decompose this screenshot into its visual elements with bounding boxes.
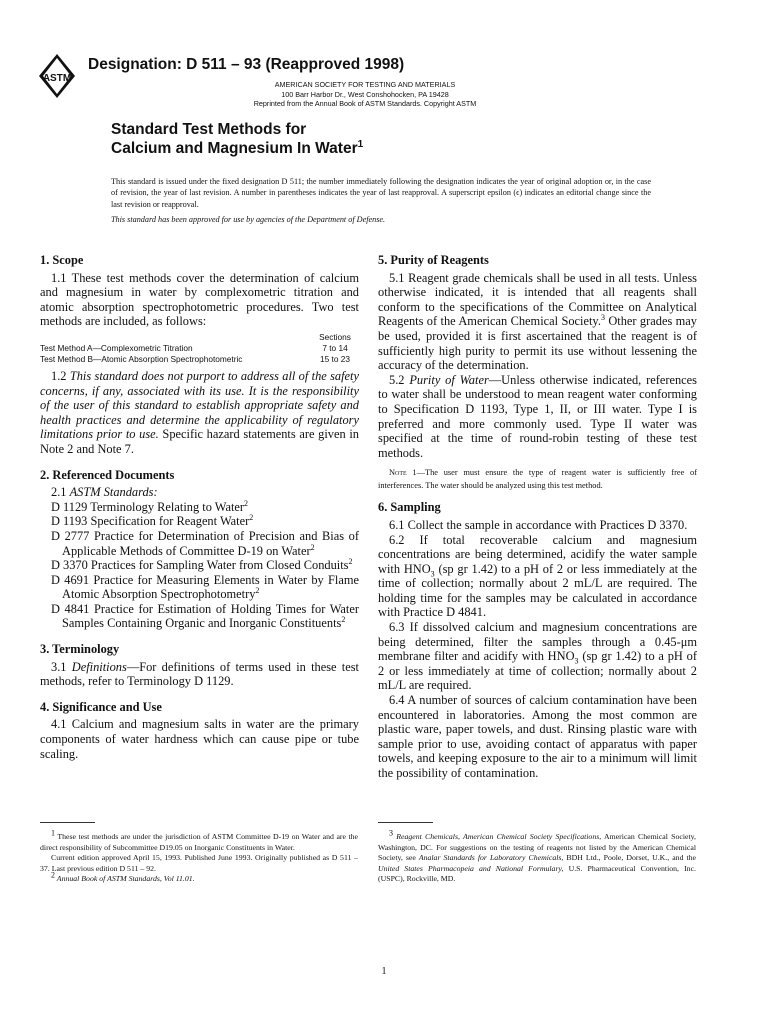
title-line2: Calcium and Magnesium In Water: [111, 140, 358, 157]
reference-item: D 4841 Practice for Estimation of Holding Times for Water Samples Containing Organic and Inorganic Constituents$^2$: [51, 601, 359, 631]
para-number: 1.2: [51, 368, 67, 383]
reference-item: D 2777 Practice for Determination of Precision and Bias of Applicable Methods of Committee D-19 on Water$^2$: [51, 528, 359, 558]
section-heading-terminology: 3. Terminology: [40, 642, 120, 657]
footnote-2: $^2$ Annual Book of ASTM Standards, Vol 11.01.: [51, 870, 195, 884]
section-heading-purity: 5. Purity of Reagents: [378, 253, 489, 267]
method-sections: 7 to 14: [322, 342, 348, 353]
para-number: 3.1: [51, 659, 67, 674]
title-line1: Standard Test Methods for: [111, 121, 307, 138]
sampling-paragraph-4: 6.4 A number of sources of calcium contamination have been encountered in laboratories. Among the most common are plastic ware, paper towels, and dust. Rinsing plastic ware with sample prior to use, avoiding contact of apparatus with paper towels, and keeping exposure to the air to a minimum will limit the possibility of contamination.: [378, 693, 697, 780]
term-label: Definitions: [71, 659, 127, 674]
scope-paragraph-1: 1.1 These test methods cover the determination of calcium and magnesium in water by complexometric titration and atomic absorption spectrophotometric procedures. Two test methods are included, as follows:: [40, 270, 359, 329]
approval-notice: This standard has been approved for use by agencies of the Department of Defense.: [111, 215, 386, 224]
footnotes-right: [378, 828, 697, 885]
footnote-3: $^3$ Reagent Chemicals, American Chemical Society Specifications, American Chemical Society, Washington, DC. For suggestions on the testing of reagents not listed by the American Chemical Society, see Analar Standards for Laboratory Chemicals, BDH Ltd., Poole, Dorset, U.K., and the United States Pharmacopeia and National Formulary, U.S. Pharmaceutical Convention, Inc. (USPC), Rockville, MD.: [378, 828, 697, 884]
section-heading-referenced: 2. Referenced Documents: [40, 467, 175, 482]
sampling-paragraph-2: 6.2 If total recoverable calcium and magnesium concentrations are being determined, acidify the water sample with $HNO_3$ (sp gr 1.42) to a pH of 2 or less immediately at the time of collection; normally about 2 mL/L are required. The holding time for the samples may be calculated in accordance with Practice D 4841.: [378, 532, 697, 620]
designation-notice: This standard is issued under the fixed designation D 511; the number immediately following the designation indicates the year of original adoption or, in the case of revision, the year of last revision. A number in parentheses indicates the year of last reapproval. A superscript epsilon (ϵ) indicates an editorial change since the last revision or reapproval.: [111, 177, 651, 209]
note-1: [378, 466, 697, 492]
right-column: [378, 253, 697, 781]
designation: Designation: D 511 – 93 (Reapproved 1998): [88, 56, 405, 73]
footnote-rule: [378, 822, 433, 823]
footnotes-left: [40, 828, 358, 885]
purity-paragraph-1: 5.1 Reagent grade chemicals shall be used in all tests. Unless otherwise indicated, it is intended that all reagents shall conform to the specifications of the Committee on Analytical Reagents of the American Chemical Society.$^3$ Other grades may be used, provided it is first ascertained that the reagent is of sufficiently high purity to permit its use without lessening the accuracy of the determination.: [378, 270, 697, 373]
footnote-1: $^1$ These test methods are under the jurisdiction of ASTM Committee D-19 on Water and are the direct responsibility of Subcommittee D19.05 on Inorganic Constituents in Water.: [40, 828, 358, 852]
terminology-paragraph: [40, 660, 359, 689]
section-heading-significance: 4. Significance and Use: [40, 699, 162, 714]
sampling-paragraph-1: 6.1 Collect the sample in accordance with Practices D 3370.: [389, 517, 688, 532]
methods-table: [40, 332, 359, 365]
purity-paragraph-2: 5.2 Purity of Water—Unless otherwise indicated, references to water shall be understood to mean reagent water conforming to Specification D 1193, Type 1, II, or III water. Type I is preferred and more commonly used. Type II water was specified at the time of round-robin testing of these test methods.: [378, 372, 697, 460]
publisher-line: AMERICAN SOCIETY FOR TESTING AND MATERIALS: [274, 80, 456, 89]
page-number: 1: [381, 966, 387, 977]
footnote-rule: [40, 822, 95, 823]
safety-caveat: This standard does not purport to address all of the safety concerns, if any, associated with its use. It is the responsibility of the user of this standard to establish appropriate safety and health practices and determine the applicability of regulatory limitations prior to use.: [40, 368, 359, 442]
reference-item: D 1193 Specification for Reagent Water$^2$: [51, 513, 254, 529]
section-heading-scope: 1. Scope: [40, 253, 84, 267]
astm-logo: [37, 52, 77, 100]
method-sections: 15 to 23: [320, 353, 350, 364]
publisher-line: Reprinted from the Annual Book of ASTM Standards. Copyright ASTM: [253, 99, 477, 109]
referenced-subheading: [40, 485, 359, 500]
term-text: —For definitions of terms used in these test methods, refer to Terminology D 1129.: [40, 659, 359, 689]
hazard-statement: Specific hazard statements are given in Note 2 and Note 7.: [40, 427, 359, 456]
para-number: 2.1: [51, 485, 67, 500]
method-name: Test Method A—Complexometric Titration: [40, 342, 193, 353]
document-title: [111, 120, 363, 158]
scope-paragraph-2: [40, 369, 359, 457]
sampling-paragraph-3: 6.3 If dissolved calcium and magnesium concentrations are being determined, filter the samples through a 0.45-μm membrane filter and acidify with $HNO_3$ (sp gr 1.42) to a pH of 2 or less immediately at time of collection; normally about 2 mL/L are required.: [378, 620, 697, 693]
reference-item: D 3370 Practices for Sampling Water from Closed Conduits$^2$: [51, 556, 353, 573]
logo-text: ASTM: [42, 73, 72, 84]
methods-table-header: Sections: [319, 331, 351, 342]
left-column: [40, 253, 359, 761]
section-heading-sampling: 6. Sampling: [378, 500, 441, 515]
astm-standards-label: ASTM Standards:: [69, 485, 158, 500]
footnote-1b: Current edition approved April 15, 1993. Published June 1993. Originally published as D 511 – 37. Last previous edition D 511 – 92.: [40, 853, 358, 873]
note-label: Note: [389, 468, 407, 478]
significance-paragraph: 4.1 Calcium and magnesium salts in water are the primary components of water hardness which can cause pipe or tube scaling.: [40, 717, 359, 761]
publisher-line: 100 Barr Harbor Dr., West Conshohocken, PA 19428: [281, 89, 449, 99]
title-footnote-mark: 1: [357, 138, 364, 150]
method-name: Test Method B—Atomic Absorption Spectrophotometric: [40, 353, 243, 364]
publisher-block: [240, 80, 490, 109]
reference-item: D 4691 Practice for Measuring Elements in Water by Flame Atomic Absorption Spectrophotometry$^2$: [51, 572, 359, 602]
reference-item: D 1129 Terminology Relating to Water$^2$: [51, 498, 249, 514]
note-text: 1—The user must ensure the type of reagent water is sufficiently free of interferences. The water should be analyzed using this test method.: [378, 468, 697, 491]
